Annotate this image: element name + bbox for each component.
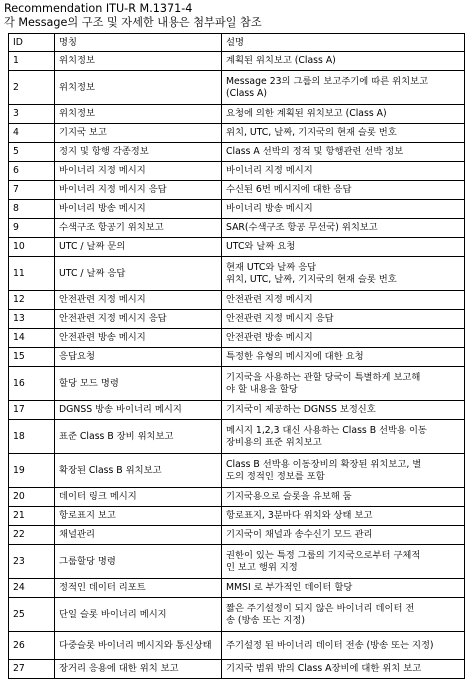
message-description [222,162,465,181]
table-row [9,454,465,488]
document-reference: Recommendation ITU-R M.1371-4 [4,2,193,15]
message-id: 21 [9,507,55,526]
table-row [9,545,465,579]
description-line: 기지국을 사용하는 관할 당국이 특별하게 보고해 [226,372,421,383]
message-id: 24 [9,579,55,598]
message-id: 14 [9,329,55,348]
message-description [222,181,465,200]
document-note: 각 Message의 구조 및 자세한 내용은 첨부파일 참조 [4,16,262,29]
message-id: 22 [9,526,55,545]
message-id: 8 [9,200,55,219]
table-body [9,52,465,679]
message-name: 안전관련 지정 메시지 [55,291,222,310]
description-line: 권한이 있는 특정 그룹의 기지국으로부터 구체적 [226,550,421,561]
description-line: MMSI 로 부가적인 데이터 할당 [226,582,353,594]
description-line: 안전관련 지정 메시지 응답 [226,313,334,325]
description-line: 기지국 범위 밖의 Class A장비에 대한 위치 보고 [226,663,422,675]
table-row [9,579,465,598]
column-header-name: 명칭 [55,34,222,52]
message-name: 기지국 보고 [55,124,222,143]
message-name: UTC / 날짜 응답 [55,257,222,291]
message-id: 5 [9,143,55,162]
table-row [9,598,465,632]
message-name: 채널관리 [55,526,222,545]
message-name: 응답요청 [55,348,222,367]
message-description [222,579,465,598]
message-id: 20 [9,488,55,507]
table-row [9,143,465,162]
message-description [222,329,465,348]
table-row [9,162,465,181]
message-name: DGNSS 방송 바이너리 메시지 [55,401,222,420]
message-name: 데이터 링크 메시지 [55,488,222,507]
message-description [222,348,465,367]
message-description [222,488,465,507]
message-id: 17 [9,401,55,420]
description-line: 항로표지, 3분마다 위치와 상태 보고 [226,510,373,522]
description-line: 메시지 1,2,3 대신 사용하는 Class B 선박용 이동 [226,425,427,436]
description-line: 위치, UTC, 날짜, 기지국의 현재 슬롯 번호 [226,273,397,285]
message-id: 2 [9,71,55,105]
message-id: 3 [9,105,55,124]
message-id: 25 [9,598,55,632]
message-description [222,143,465,162]
description-line: (Class A) [226,87,268,99]
message-name: 장거리 응용에 대한 위치 보고 [55,660,222,679]
table-row [9,200,465,219]
description-line: 특정한 유형의 메시지에 대한 요청 [226,351,364,363]
message-name: 정지 및 항행 각종정보 [55,143,222,162]
message-name: 위치정보 [55,105,222,124]
table-header-row [9,34,465,52]
description-line: 바이너리 방송 메시지 [226,203,313,215]
message-description [222,257,465,291]
table-row [9,52,465,71]
message-name: 표준 Class B 장비 위치보고 [55,420,222,454]
description-line: 도의 정적인 정보를 포함 [226,470,325,482]
message-id: 13 [9,310,55,329]
message-description [222,238,465,257]
message-id: 26 [9,632,55,660]
message-id: 4 [9,124,55,143]
message-name: 그룹할당 명령 [55,545,222,579]
table-row [9,401,465,420]
description-line: 현재 UTC와 날짜 응답 [226,262,317,273]
message-name: 안전관련 방송 메시지 [55,329,222,348]
message-id: 11 [9,257,55,291]
table-row [9,420,465,454]
message-description [222,105,465,124]
table-row [9,71,465,105]
table-row [9,219,465,238]
message-id: 16 [9,367,55,401]
message-description [222,52,465,71]
message-id: 18 [9,420,55,454]
description-line: 짧은 주기설정이 되지 않은 바이너리 데이터 전 [226,603,415,614]
description-line: 바이너리 지정 메시지 [226,165,313,177]
table-row [9,257,465,291]
message-id: 19 [9,454,55,488]
message-id: 7 [9,181,55,200]
message-description [222,526,465,545]
message-id: 12 [9,291,55,310]
description-line: 장비용의 표준 위치보고 [226,436,322,448]
ais-message-table [8,33,465,679]
table-row [9,526,465,545]
message-name: 위치정보 [55,71,222,105]
message-name: 수색구조 항공기 위치보고 [55,219,222,238]
table-row [9,124,465,143]
message-name: 할당 모드 명령 [55,367,222,401]
table-row [9,660,465,679]
message-id: 6 [9,162,55,181]
message-name: 바이너리 방송 메시지 [55,200,222,219]
table-row [9,348,465,367]
message-name: 단일 슬롯 바이너리 메시지 [55,598,222,632]
message-name: 확장된 Class B 위치보고 [55,454,222,488]
message-description [222,545,465,579]
description-line: Class A 선박의 정적 및 항행관련 선박 정보 [226,146,404,158]
table-row [9,367,465,401]
description-line: 기지국이 제공하는 DGNSS 보정신호 [226,404,376,416]
message-description [222,660,465,679]
table-row [9,181,465,200]
description-line: 야 할 내용을 할당 [226,383,298,395]
message-name: 바이너리 지정 메시지 [55,162,222,181]
description-line: 계획된 위치보고 (Class A) [226,55,336,67]
table-row [9,488,465,507]
message-description [222,454,465,488]
description-line: 기지국이 채널과 송수신기 모드 관리 [226,529,373,541]
message-id: 10 [9,238,55,257]
table-row [9,310,465,329]
description-line: SAR(수색구조 항공 무선국) 위치보고 [226,222,378,234]
description-line: 송 (방송 또는 지정) [226,614,305,626]
table-row [9,507,465,526]
table-row [9,105,465,124]
description-line: 안전관련 지정 메시지 [226,294,313,306]
description-line: 안전관련 방송 메시지 [226,332,313,344]
description-line: Class B 선박용 이동장비의 확장된 위치보고, 별 [226,459,422,470]
message-description [222,507,465,526]
description-line: UTC와 날짜 요청 [226,241,296,253]
message-name: UTC / 날짜 문의 [55,238,222,257]
message-id: 15 [9,348,55,367]
message-description [222,291,465,310]
column-header-id: ID [9,34,55,52]
message-description [222,598,465,632]
description-line: 수신된 6번 메시지에 대한 응답 [226,184,352,196]
message-description [222,124,465,143]
message-name: 안전관련 지정 메시지 응답 [55,310,222,329]
message-name: 항로표지 보고 [55,507,222,526]
message-id: 1 [9,52,55,71]
description-line: Message 23의 그룹의 보고주기에 따른 위치보고 [226,76,429,87]
message-description [222,367,465,401]
table-row [9,291,465,310]
description-line: 주기설정 된 바이너리 데이터 전송 (방송 또는 지정) [226,639,434,651]
message-description [222,219,465,238]
message-description [222,632,465,660]
message-description [222,420,465,454]
message-description [222,401,465,420]
message-name: 다중슬롯 바이너리 메시지와 통신상태 [55,632,222,660]
description-line: 위치, UTC, 날짜, 기지국의 현재 슬롯 번호 [226,127,397,139]
description-line: 인 보고 행위 지정 [226,561,298,573]
description-line: 요청에 의한 계획된 위치보고 (Class A) [226,108,387,120]
table-row [9,632,465,660]
message-description [222,310,465,329]
message-name: 정적인 데이터 리포트 [55,579,222,598]
message-description [222,200,465,219]
description-line: 기지국용으로 슬롯을 유보해 둠 [226,491,352,503]
message-name: 위치정보 [55,52,222,71]
message-id: 23 [9,545,55,579]
message-description [222,71,465,105]
table-row [9,238,465,257]
column-header-description: 설명 [222,34,465,52]
message-id: 27 [9,660,55,679]
message-id: 9 [9,219,55,238]
message-name: 바이너리 지정 메시지 응답 [55,181,222,200]
table-row [9,329,465,348]
